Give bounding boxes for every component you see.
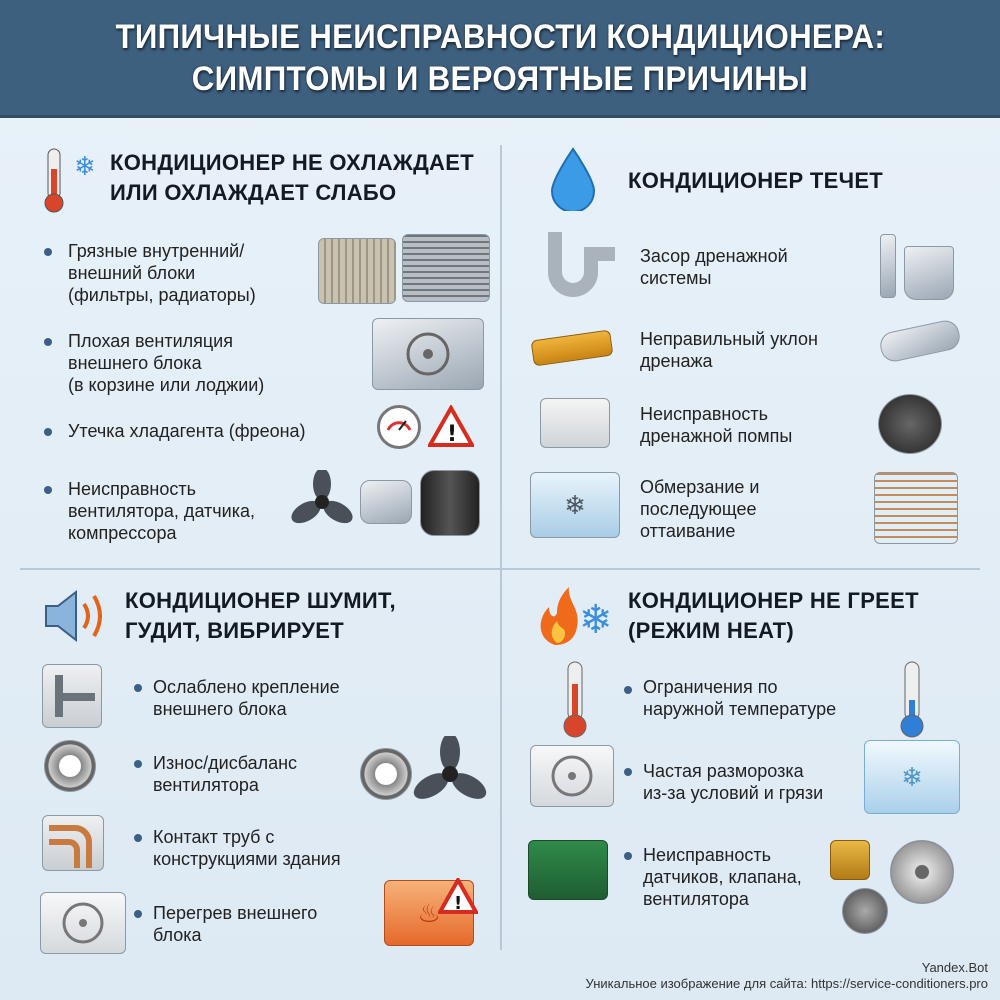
fan-blade-image — [290, 470, 354, 539]
cause-poor-ventilation: Плохая вентиляция внешнего блока (в корзине или лоджии) — [68, 331, 265, 395]
bucket-image — [904, 246, 954, 300]
footer-brand: Yandex.Bot — [921, 960, 988, 975]
section-title-not-cooling: КОНДИЦИОНЕР НЕ ОХЛАЖДАЕТ ИЛИ ОХЛАЖДАЕТ СЛАБО — [110, 150, 474, 205]
hot-thermometer-image — [555, 660, 595, 745]
bullet — [44, 248, 52, 256]
heat-waves-icon: ♨ — [417, 897, 441, 928]
outdoor-unit-in-cage-image — [372, 318, 484, 390]
horizontal-divider — [20, 568, 980, 570]
sensor-board-image — [528, 840, 608, 900]
bracket-image — [42, 664, 102, 728]
fan-blade-image-2 — [412, 736, 488, 817]
cause-sensor-valve-fan: Неисправность датчиков, клапана, вентилятора — [643, 845, 802, 909]
frozen-outdoor-unit-image — [864, 740, 960, 814]
page-header — [0, 0, 1000, 118]
outdoor-unit-image — [40, 892, 126, 954]
motor-image — [842, 888, 888, 934]
bullet — [134, 684, 142, 692]
drain-pump-image — [540, 398, 610, 448]
dirty-radiator-image — [402, 234, 490, 302]
bearing-image-2 — [360, 748, 412, 800]
cause-refrigerant-leak: Утечка хладагента (фреона) — [68, 421, 306, 441]
cause-frequent-defrost: Частая разморозка из-за условий и грязи — [643, 761, 824, 803]
title-line-2: СИМПТОМЫ И ВЕРОЯТНЫЕ ПРИЧИНЫ — [191, 59, 809, 98]
sensor-image — [360, 480, 412, 524]
svg-text:!: ! — [447, 422, 458, 447]
bullet — [134, 834, 142, 842]
cause-fan-sensor-compressor: Неисправность вентилятора, датчика, компрессора — [68, 479, 256, 543]
bullet — [134, 760, 142, 768]
pump-motor-image — [878, 394, 942, 454]
cause-overheating: Перегрев внешнего блока — [153, 903, 318, 945]
section-title-noise: КОНДИЦИОНЕР ШУМИТ, ГУДИТ, ВИБРИРУЕТ — [125, 588, 396, 643]
water-drop-icon — [548, 147, 598, 216]
dirty-filter-image — [318, 238, 396, 304]
bullet — [134, 910, 142, 918]
vertical-divider — [500, 145, 502, 950]
pipe-elbow-image — [878, 318, 962, 364]
cause-fan-wear: Износ/дисбаланс вентилятора — [153, 753, 298, 795]
pressure-gauge-image — [377, 405, 421, 449]
clogged-pipe-image — [535, 232, 615, 302]
bullet — [624, 768, 632, 776]
fire-snowflake-icon — [535, 583, 625, 654]
cause-drain-clog: Засор дренажной системы — [640, 246, 788, 288]
cause-pipe-contact: Контакт труб с конструкциями здания — [153, 827, 341, 869]
svg-text:!: ! — [454, 893, 463, 914]
frozen-coil-image — [530, 472, 620, 538]
thermometer-snowflake-icon — [40, 145, 100, 215]
snowflake-icon: ❄ — [564, 489, 586, 520]
copper-pipes-image — [42, 815, 104, 871]
footer-note: Уникальное изображение для сайта: https://service-conditioners.pro — [585, 976, 988, 991]
level-tool-image — [531, 330, 614, 367]
cause-outdoor-temp-limits: Ограничения по наружной температуре — [643, 677, 837, 719]
cause-loose-mount: Ослаблено крепление внешнего блока — [153, 677, 340, 719]
section-title-not-heating: КОНДИЦИОНЕР НЕ ГРЕЕТ (РЕЖИМ HEAT) — [628, 588, 919, 643]
warning-icon — [428, 405, 474, 452]
cause-freeze-thaw: Обмерзание и последующее оттаивание — [640, 477, 760, 541]
outdoor-unit-image-2 — [530, 745, 614, 807]
bullet — [44, 428, 52, 436]
snowflake-icon-2: ❄ — [901, 761, 923, 792]
warning-icon-2 — [438, 878, 478, 919]
cause-dirty-units: Грязные внутренний/ внешний блоки (фильтры, радиаторы) — [68, 241, 256, 305]
cold-thermometer-image — [892, 660, 932, 745]
bullet — [44, 486, 52, 494]
svg-text:❄: ❄ — [579, 597, 613, 643]
title-line-1: ТИПИЧНЫЕ НЕИСПРАВНОСТИ КОНДИЦИОНЕРА: — [115, 17, 885, 56]
cause-wrong-slope: Неправильный уклон дренажа — [640, 329, 818, 371]
iced-radiator-image — [874, 472, 958, 544]
valve-image — [830, 840, 870, 880]
bearing-image — [44, 740, 96, 792]
fan-motor-image — [890, 840, 954, 904]
svg-text:❄: ❄ — [74, 152, 96, 182]
bullet — [624, 852, 632, 860]
bullet — [44, 338, 52, 346]
bullet — [624, 686, 632, 694]
drain-tube-image — [880, 234, 896, 298]
compressor-image — [420, 470, 480, 536]
speaker-icon — [40, 588, 120, 649]
cause-pump-fault: Неисправность дренажной помпы — [640, 404, 793, 446]
section-title-leaking: КОНДИЦИОНЕР ТЕЧЕТ — [628, 168, 884, 193]
